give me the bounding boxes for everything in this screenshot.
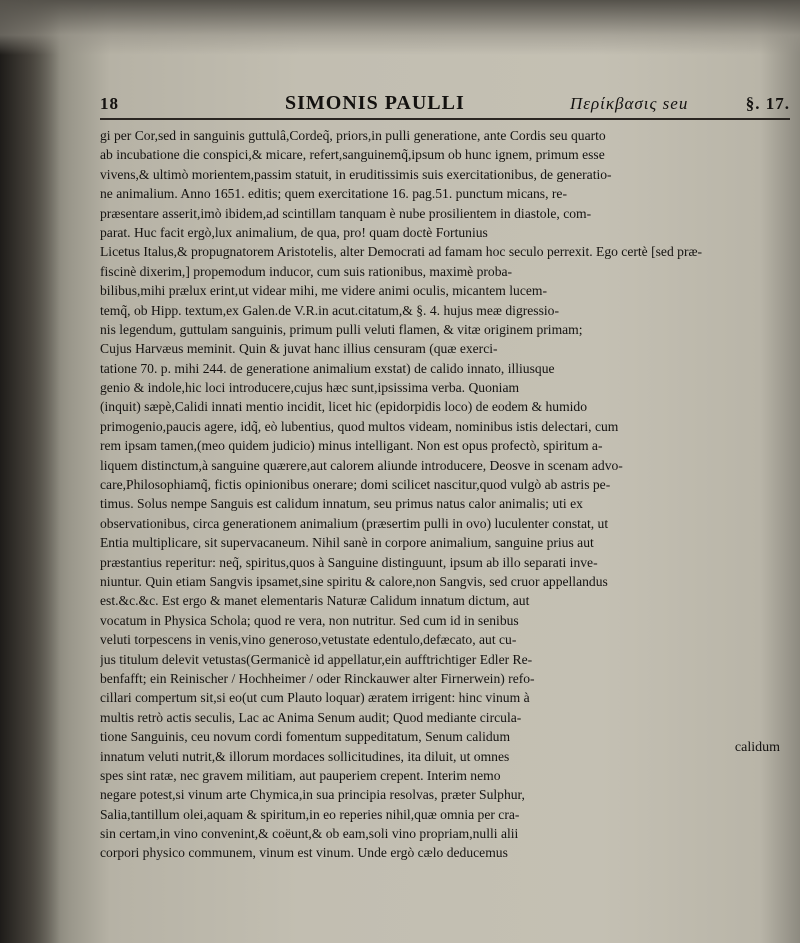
text-line: genio & indole,hic loci introducere,cujus hæc sunt,ipsissima verba. Quoniam — [100, 380, 520, 396]
page-number: 18 — [100, 94, 119, 113]
text-line: liquem distinctum,à sanguine quærere,aut calorem aliunde introducere, Deosve in scenam advo- — [100, 457, 623, 473]
text-line: Salia,tantillum olei,aquam & spiritum,in eo reperies nihil,quæ omnia per cra- — [100, 806, 520, 822]
text-line: fiscinè dixerim,] propemodum inducor, cum suis rationibus, maximè proba- — [100, 263, 513, 279]
text-line: (inquit) sæpè,Calidi innati mentio incidit, licet hic (epidorpidis loco) de eodem & humido — [100, 399, 588, 415]
running-subtitle: Περίκβασις seu — [570, 94, 689, 113]
text-line: observationibus, circa generationem animalium (præsertim pulli in ovo) luculenter constat, ut — [100, 515, 609, 531]
text-line: ab incubatione die conspici,& micare, refert,sanguinemq̃,ipsum ob hunc ignem, primum esse — [100, 147, 605, 163]
text-line: corpori physico communem, vinum est vinum. Unde ergò cælo deducemus — [100, 845, 508, 861]
text-line: vocatum in Physica Schola; quod re vera, non nutritur. Sed cum id in senibus — [100, 612, 519, 628]
section-number: §. 17. — [745, 94, 790, 113]
text-line: Licetus Italus,& propugnatorem Aristotelis, alter Democrati ad famam hoc seculo perrexit. Ego certè [sed præ- — [100, 244, 703, 260]
text-line: negare potest,si vinum arte Chymica,in sua principia resolvas, præter Sulphur, — [100, 787, 525, 803]
text-line: bilibus,mihi prælux erint,ut videar mihi, me videre animi oculis, micantem lucem- — [100, 283, 547, 299]
text-line: niuntur. Quin etiam Sangvis ipsamet,sine spiritu & calore,non Sangvis, sed cruor appellandus — [100, 573, 608, 589]
text-line: innatum veluti nutrit,& illorum mordaces sollicitudines, ita diluit, ut omnes — [100, 748, 510, 764]
text-line: vivens,& ultimò morientem,passim statuit, in eruditissimis suis exercitationibus, de generatio- — [100, 166, 612, 182]
text-line: tione Sanguinis, ceu novum cordi fomentum suppeditatum, Senum calidum — [100, 729, 511, 745]
book-binding-shadow — [0, 0, 60, 943]
text-line: sin certam,in vino convenint,& coëunt,& ob eam,soli vino propriam,nulli alii — [100, 826, 519, 842]
text-line: veluti torpescens in venis,vino generoso,vetustate edentulo,defæcato, aut cu- — [100, 632, 517, 648]
text-line: rem ipsam tamen,(meo quidem judicio) minus intelligant. Non est opus profectò, spiritum a- — [100, 438, 603, 454]
text-line: ne animalium. Anno 1651. editis; quem exercitatione 16. pag.51. punctum micans, re- — [100, 186, 567, 202]
text-line: timus. Solus nempe Sanguis est calidum innatum, seu primus natus calor animalis; uti ex — [100, 496, 583, 512]
text-line: præstantius reperitur: neq̃, spiritus,quos à Sanguine distinguunt, ipsum ab illo separati inve- — [100, 554, 598, 570]
text-line: temq̃, ob Hipp. textum,ex Galen.de V.R.in acut.citatum,& §. 4. hujus meæ digressio- — [100, 302, 559, 318]
book-page — [100, 92, 790, 861]
text-line: præsentare asserit,imò ibidem,ad scintillam tanquam è nube prosilientem in diastole, com- — [100, 205, 592, 221]
page-header — [100, 92, 790, 120]
text-line: cillari compertum sit,si eo(ut cum Plauto loquar) æratem irrigent: hinc vinum à — [100, 690, 530, 706]
text-line: multis retrò actis seculis, Lac ac Anima Senum audit; Quod mediante circula- — [100, 709, 522, 725]
text-line: nis legendum, guttulam sanguinis, primum pulli veluti flamen, & vitæ originem primam; — [100, 321, 583, 337]
text-line: tatione 70. p. mihi 244. de generatione animalium exstat) de calido innato, illiusque — [100, 360, 555, 376]
text-line: parat. Huc facit ergò,lux animalium, de qua, pro! quam doctè Fortunius — [100, 224, 488, 240]
text-line: gi per Cor,sed in sanguinis guttulâ,Cordeq̃, priors,in pulli generatione, ante Cordis seu quarto — [100, 128, 606, 143]
text-line: benfafft; ein Reinischer / Hochheimer / oder Rinckauwer alter Firnerwein) refo- — [100, 670, 535, 686]
text-line: Entia multiplicare, sit supervacaneum. Nihil sanè in corpore animalium, sanguine prius aut — [100, 535, 594, 551]
catchword: calidum — [734, 740, 780, 755]
body-text — [100, 126, 790, 863]
text-line: est.&c.&c. Est ergo & manet elementaris Naturæ Calidum innatum dictum, aut — [100, 593, 530, 609]
text-line: jus titulum delevit vetustas(Germanicè id appellatur,ein aufftrichtiger Edler Re- — [100, 651, 533, 667]
text-line: Cujus Harvæus meminit. Quin & juvat hanc illius censuram (quæ exerci- — [100, 341, 498, 357]
text-line: primogenio,paucis agere, idq̃, eò lubentius, quod multos videam, nominibus istis delectari, cum — [100, 418, 619, 434]
text-line: spes sint ratæ, nec gravem militiam, aut pauperiem crepent. Interim nemo — [100, 767, 501, 783]
top-edge-shadow — [0, 0, 800, 55]
text-line: care,Philosophiamq̃, fictis opinionibus onerare; domi scilicet nascitur,quod vulgò ab astris pe- — [100, 477, 611, 493]
running-title: SIMONIS PAULLI — [285, 92, 465, 114]
